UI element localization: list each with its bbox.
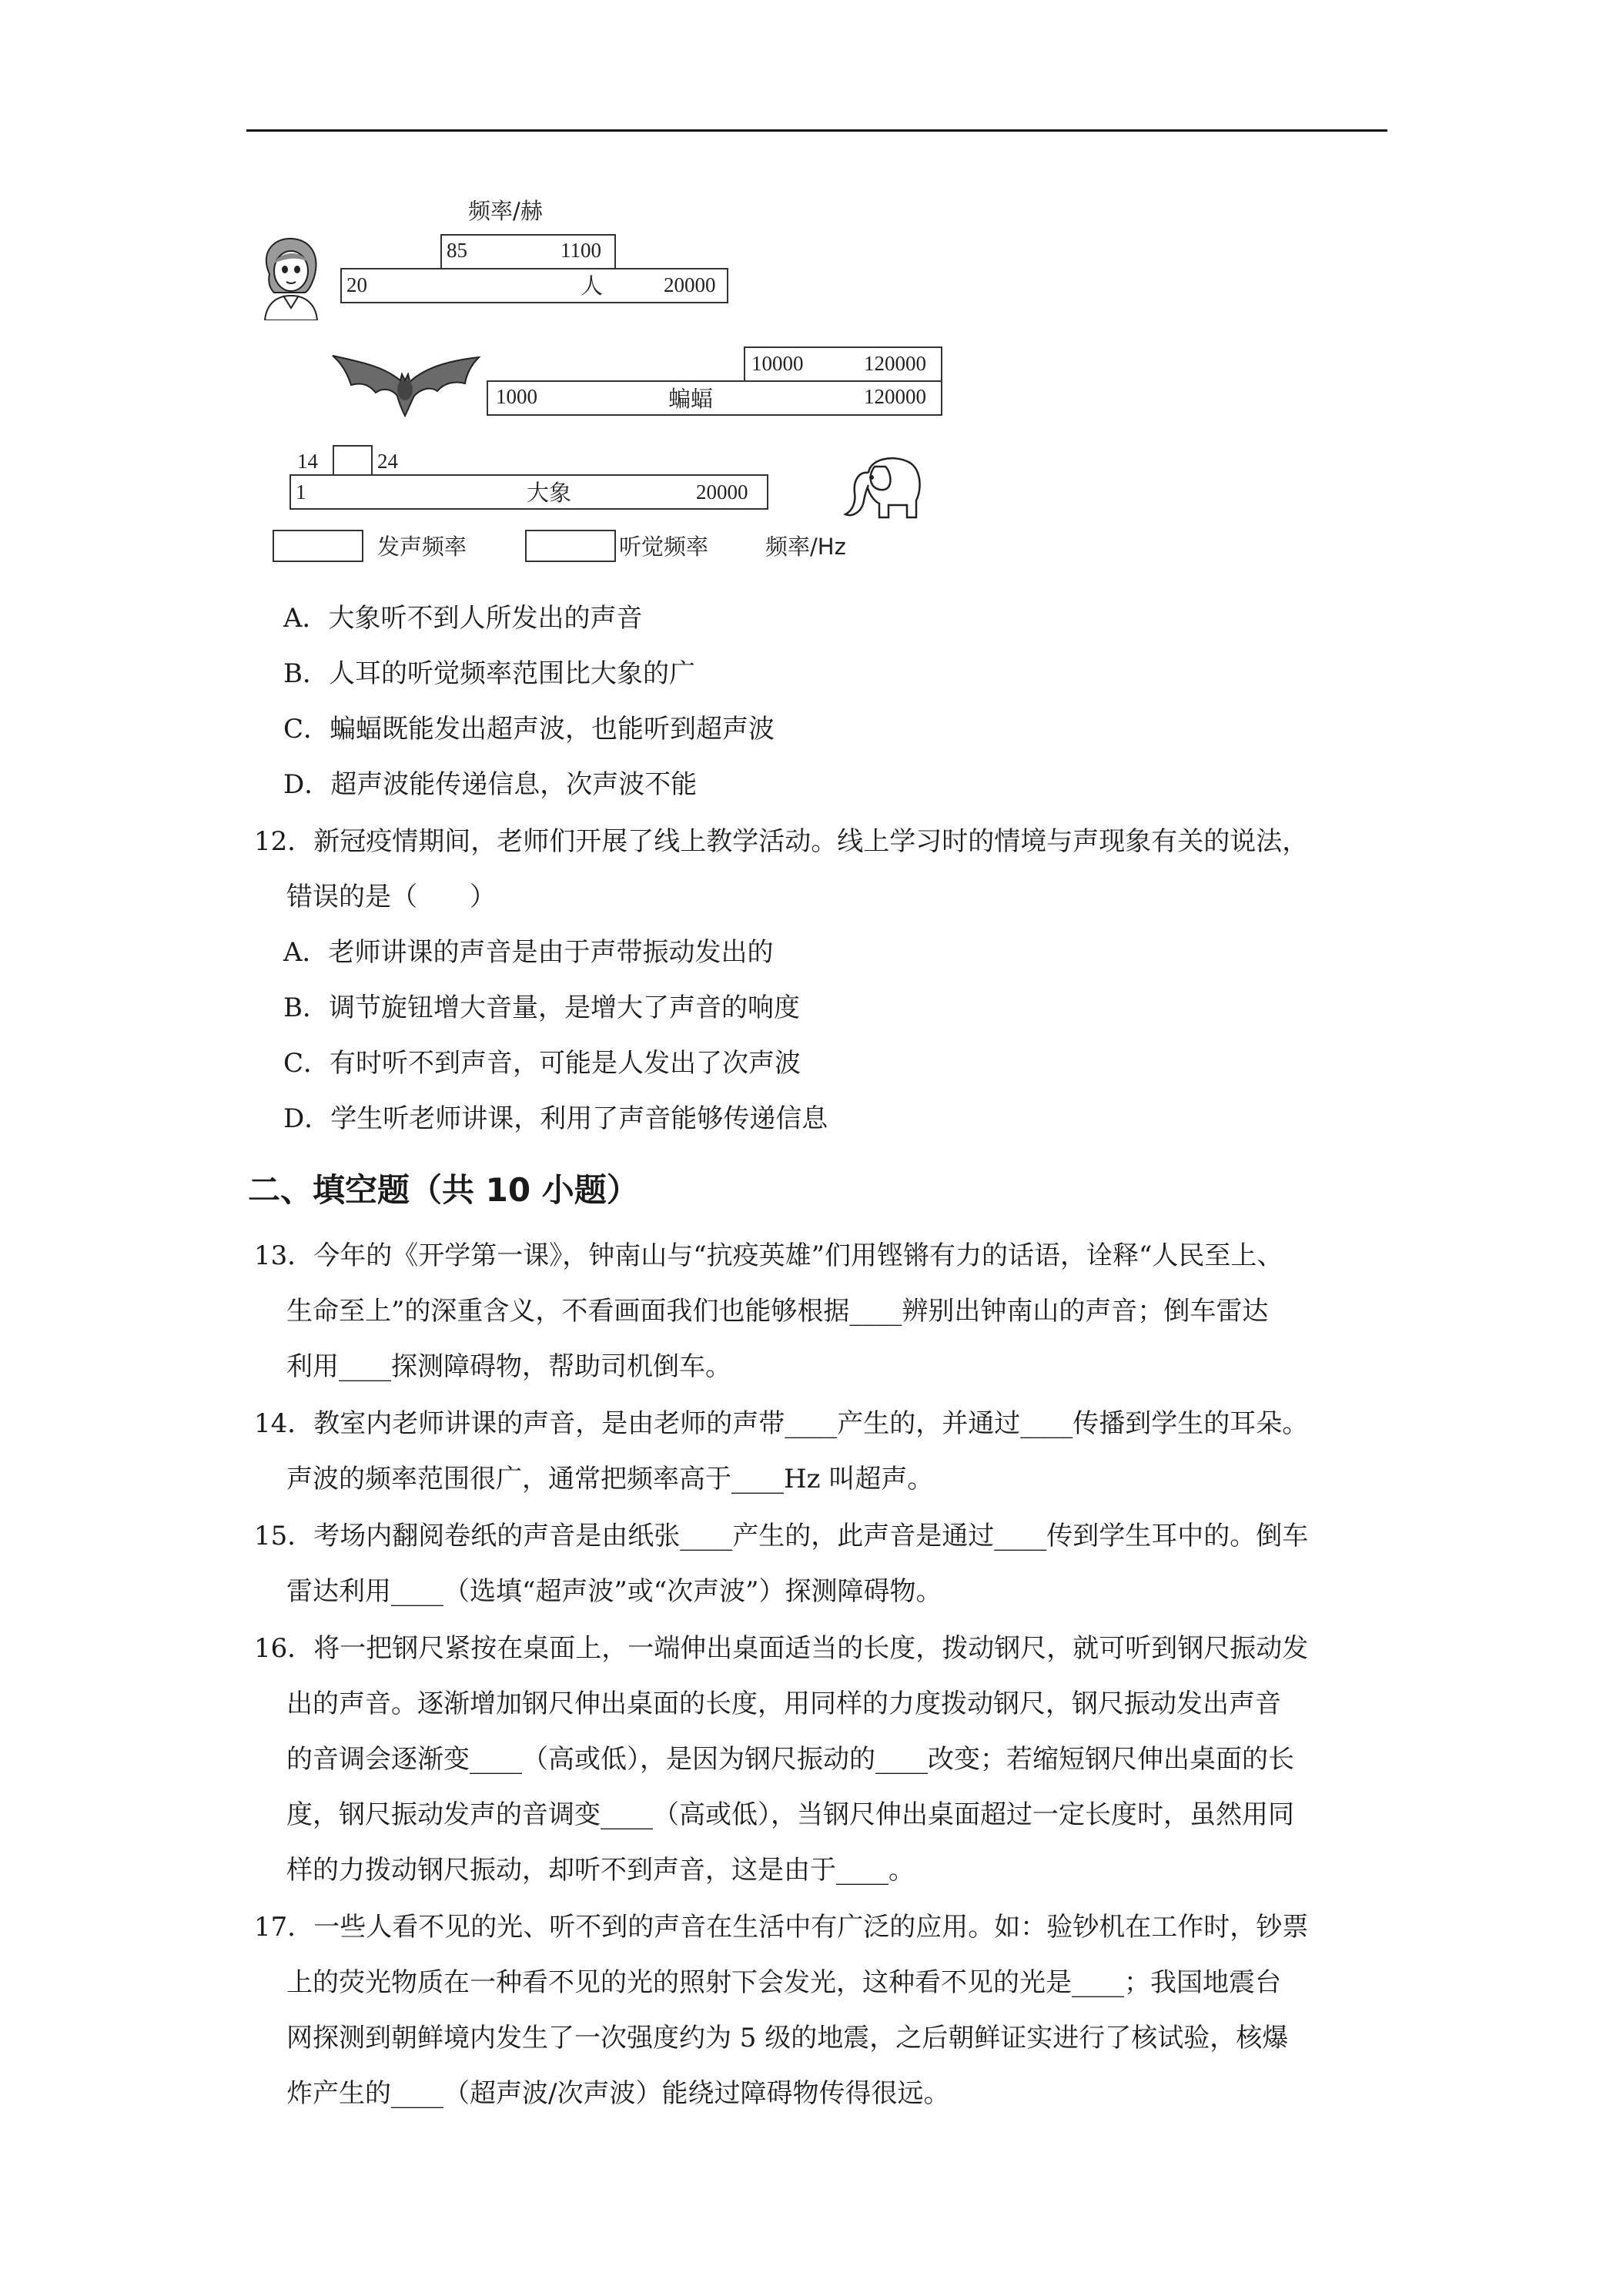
hearing-frequency-figure <box>254 185 962 585</box>
q11-option-c: C．蝙蝠既能发出超声波，也能听到超声波 <box>283 714 775 745</box>
q12-stem-line-1: 12．新冠疫情期间，老师们开展了线上教学活动。线上学习时的情境与声现象有关的说法， <box>254 826 1309 857</box>
q17-line-4: 炸产生的____（超声波/次声波）能绕过障碍物传得很远。 <box>286 2078 950 2109</box>
bat-icon <box>325 351 482 417</box>
q12-option-d: D．学生听老师讲课，利用了声音能够传递信息 <box>283 1103 828 1134</box>
q11-option-b: B．人耳的听觉频率范围比大象的广 <box>283 658 695 689</box>
q11-option-a: A．大象听不到人所发出的声音 <box>283 603 643 634</box>
q16-line-2: 出的声音。逐渐增加钢尺伸出桌面的长度，用同样的力度拨动钢尺，钢尺振动发出声音 <box>286 1689 1281 1719</box>
q15-line-1: 15．考场内翻阅卷纸的声音是由纸张____产生的，此声音是通过____传到学生耳中的。倒车 <box>254 1521 1309 1551</box>
q13-line-3: 利用____探测障碍物，帮助司机倒车。 <box>286 1351 731 1382</box>
q16-line-4: 度，钢尺振动发声的音调变____（高或低），当钢尺伸出桌面超过一定长度时，虽然用同 <box>286 1799 1294 1830</box>
elephant-emit-max: 24 <box>377 450 398 473</box>
legend-hear-label: 听觉频率 <box>619 534 709 560</box>
q11-option-d: D．超声波能传递信息，次声波不能 <box>283 769 698 800</box>
woman-icon <box>254 234 325 320</box>
q17-line-3: 网探测到朝鲜境内发生了一次强度约为 5 级的地震，之后朝鲜证实进行了核试验，核爆 <box>286 2023 1289 2053</box>
q12-option-b: B．调节旋钮增大音量，是增大了声音的响度 <box>283 992 800 1023</box>
elephant-icon <box>839 450 925 524</box>
human-emit-min: 85 <box>447 239 467 262</box>
elephant-hear-min: 1 <box>296 480 306 504</box>
legend-unit-label: 频率/Hz <box>765 534 846 560</box>
q13-line-1: 13．今年的《开学第一课》，钟南山与“抗疫英雄”们用铿锵有力的话语，诠释“人民至上、 <box>254 1240 1283 1271</box>
header-rule <box>246 129 1387 132</box>
q14-line-1: 14．教室内老师讲课的声音，是由老师的声带____产生的，并通过____传播到学生的耳朵。 <box>254 1408 1309 1439</box>
freq-title: 频率/赫 <box>468 198 543 224</box>
bat-emit-min: 10000 <box>751 352 804 375</box>
q12-option-c: C．有时听不到声音，可能是人发出了次声波 <box>283 1048 801 1079</box>
q16-line-1: 16．将一把钢尺紧按在桌面上，一端伸出桌面适当的长度，拨动钢尺，就可听到钢尺振动发 <box>254 1633 1309 1664</box>
human-hear-max: 20000 <box>664 273 716 296</box>
elephant-emit-min: 14 <box>297 450 318 473</box>
legend-emit-label: 发声频率 <box>377 534 467 560</box>
q13-line-2: 生命至上”的深重含义，不看画面我们也能够根据____辨别出钟南山的声音；倒车雷达 <box>286 1296 1269 1327</box>
legend-emit-swatch <box>273 530 363 562</box>
human-label: 人 <box>581 273 604 299</box>
legend-hear-swatch <box>525 530 616 562</box>
bat-label: 蝙蝠 <box>668 386 714 412</box>
q14-line-2: 声波的频率范围很广，通常把频率高于____Hz 叫超声。 <box>286 1464 934 1494</box>
q17-line-2: 上的荧光物质在一种看不见的光的照射下会发光，这种看不见的光是____；我国地震台 <box>286 1967 1281 1998</box>
q12-option-a: A．老师讲课的声音是由于声带振动发出的 <box>283 937 774 968</box>
human-emit-max: 1100 <box>561 239 601 262</box>
q16-line-5: 样的力拨动钢尺振动，却听不到声音，这是由于____。 <box>286 1855 915 1886</box>
bat-hear-max: 120000 <box>864 385 926 408</box>
q17-line-1: 17．一些人看不见的光、听不到的声音在生活中有广泛的应用。如：验钞机在工作时，钞票 <box>254 1912 1309 1943</box>
elephant-emit-band <box>333 445 373 476</box>
bat-emit-max: 120000 <box>864 352 926 375</box>
human-hear-min: 20 <box>346 273 367 296</box>
elephant-hear-max: 20000 <box>696 480 748 504</box>
q15-line-2: 雷达利用____（选填“超声波”或“次声波”）探测障碍物。 <box>286 1576 942 1607</box>
q16-line-3: 的音调会逐渐变____（高或低），是因为钢尺振动的____改变；若缩短钢尺伸出桌面的长 <box>286 1744 1294 1775</box>
q12-stem-line-2: 错误的是（ ） <box>286 882 496 912</box>
elephant-label: 大象 <box>527 480 572 506</box>
section-heading: 二、填空题（共 10 小题） <box>248 1171 639 1209</box>
bat-hear-min: 1000 <box>496 385 537 408</box>
